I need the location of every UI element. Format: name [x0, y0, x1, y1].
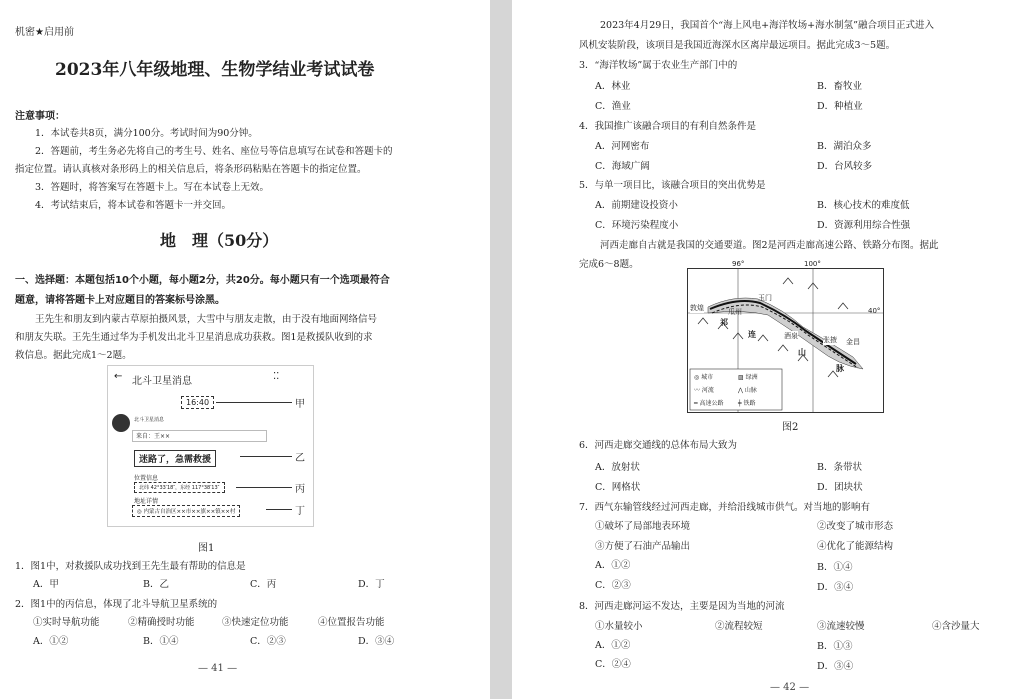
page-number-right: — 42 —	[770, 682, 810, 693]
q2-option-b: B．①④	[143, 636, 179, 647]
q1-option-b: B．乙	[143, 579, 169, 590]
mtn-label-1: 祁	[720, 318, 728, 327]
q7-option-b: B．①④	[817, 562, 853, 573]
pos-label: 位置信息	[134, 475, 159, 482]
city-guazhou: 瓜州	[728, 308, 742, 316]
message-text: 迷路了，急需救援	[134, 450, 216, 467]
legend-city: ◎ 城市	[694, 374, 714, 381]
leader-ding	[266, 509, 292, 510]
phone-time: 16:40	[181, 396, 214, 409]
part1-line1: 一、选择题：本题包括10个小题，每小题2分，共20分。每小题只有一个选项最符合	[15, 275, 390, 286]
q5-option-d: D．资源利用综合性强	[817, 220, 911, 231]
q6-option-b: B．条带状	[817, 462, 862, 473]
q4-option-a: A．河网密布	[595, 141, 650, 152]
back-arrow-icon: ←	[114, 371, 123, 382]
q8-item-2: ②流程较短	[715, 621, 763, 632]
q2-item-2: ②精确授时功能	[128, 617, 195, 628]
q3-option-a: A．林业	[595, 81, 631, 92]
city-dunhuang: 敦煌	[690, 304, 704, 312]
city-jiuquan: 酒泉	[784, 332, 798, 340]
q4-option-c: C．海域广阔	[595, 161, 650, 172]
lon-96-label: 96°	[732, 260, 745, 268]
q4-stem: 4．我国推广该融合项目的有利自然条件是	[579, 121, 757, 132]
secret-label: 机密★启用前	[15, 27, 74, 38]
notice-1: 1．本试卷共8页，满分100分。考试时间为90分钟。	[35, 128, 258, 139]
avatar	[112, 414, 130, 432]
page-left	[0, 0, 490, 699]
notice-2b: 指定位置。请认真核对条形码上的相关信息后，将条形码粘贴在答题卡的指定位置。	[15, 164, 367, 175]
mtn-label-2: 连	[748, 330, 756, 339]
notice-2: 2．答题前，考生务必先将自己的考生号、姓名、座位号等信息填写在试卷和答题卡的	[35, 146, 393, 157]
leader-jia	[216, 402, 292, 403]
intro-hexi-1: 河西走廊自古就是我国的交通要道。图2是河西走廊高速公路、铁路分布图。据此	[600, 240, 939, 251]
q2-option-c: C．②③	[250, 636, 286, 647]
q8-option-c: C．②④	[595, 659, 631, 670]
q2-item-1: ①实时导航功能	[33, 617, 100, 628]
q5-stem: 5．与单一项目比，该融合项目的突出优势是	[579, 180, 766, 191]
q8-item-4: ④含沙量大	[932, 621, 980, 632]
q7-item-1: ①破坏了局部地表环境	[595, 521, 691, 532]
legend-railway: ┿ 铁路	[738, 400, 756, 407]
more-icon: ⁚⁚	[273, 371, 280, 382]
city-yumen: 玉门	[758, 294, 772, 302]
leader-bing	[236, 487, 292, 488]
from-field: 来自：王××	[132, 430, 267, 442]
q7-option-a: A．①②	[595, 560, 631, 571]
page-gap	[490, 0, 512, 699]
q6-option-c: C．网格状	[595, 482, 641, 493]
q2-item-4: ④位置报告功能	[318, 617, 385, 628]
mark-jia: 甲	[295, 399, 305, 410]
q1-option-a: A．甲	[33, 579, 59, 590]
q8-item-1: ①水量较小	[595, 621, 643, 632]
q5-option-b: B．核心技术的难度低	[817, 200, 910, 211]
q8-option-b: B．①③	[817, 641, 853, 652]
q6-option-a: A．放射状	[595, 462, 640, 473]
figure-1-caption: 图1	[198, 543, 215, 554]
intro-line3: 救信息。据此完成1～2题。	[15, 350, 132, 361]
addr-label: 地址详情	[134, 498, 159, 505]
page-number-left: — 41 —	[198, 663, 238, 674]
q6-option-d: D．团块状	[817, 482, 863, 493]
q7-option-d: D．③④	[817, 582, 854, 593]
q1-option-d: D．丁	[358, 579, 385, 590]
intro-line1: 王先生和朋友到内蒙古草原拍摄风景，大雪中与朋友走散，由于没有地面网络信号	[35, 314, 378, 325]
q7-item-2: ②改变了城市形态	[817, 521, 894, 532]
mark-bing: 丙	[295, 484, 305, 495]
mtn-label-4: 脉	[836, 364, 844, 373]
figure-2-caption: 图2	[782, 422, 799, 433]
q6-stem: 6．河西走廊交通线的总体布局大致为	[579, 440, 738, 451]
q7-item-4: ④优化了能源结构	[817, 541, 894, 552]
pos-text: 北纬 42°33′18″，东经 117°38′13″	[134, 482, 225, 493]
lat-40-label: 40°	[868, 307, 881, 315]
q5-option-c: C．环境污染程度小	[595, 220, 679, 231]
notice-4: 4．考试结束后，将本试卷和答题卡一并交回。	[35, 200, 232, 211]
city-zhangye: 张掖	[823, 336, 837, 344]
q8-option-a: A．①②	[595, 640, 631, 651]
q2-option-a: A．①②	[33, 636, 69, 647]
mtn-label-3: 山	[798, 348, 806, 357]
q4-option-d: D．台风较多	[817, 161, 873, 172]
exam-title: 2023年八年级地理、生物学结业考试试卷	[55, 60, 375, 80]
legend-river: 〰 河流	[694, 387, 714, 394]
phone-header: 北斗卫星消息	[132, 376, 192, 387]
legend-highway: ━ 高速公路	[694, 400, 724, 407]
addr-text: ◎ 内蒙古自治区××市××旗××镇××村	[132, 505, 240, 517]
q2-option-d: D．③④	[358, 636, 395, 647]
intro-wind-2: 风机安装阶段，该项目是我国近海深水区离岸最远项目。据此完成3～5题。	[579, 40, 896, 51]
leader-yi	[240, 456, 292, 457]
q4-option-b: B．湖泊众多	[817, 141, 872, 152]
legend-mountain: ⋀ 山脉	[738, 387, 757, 394]
intro-line2: 和朋友失联。王先生通过华为手机发出北斗卫星消息成功获救。图1是救援队收到的求	[15, 332, 373, 343]
q3-option-b: B．畜牧业	[817, 81, 862, 92]
q8-stem: 8．河西走廊河运不发达，主要是因为当地的河流	[579, 601, 785, 612]
figure-2-map	[687, 260, 884, 413]
q8-item-3: ③流速较慢	[817, 621, 865, 632]
q3-option-d: D．种植业	[817, 101, 863, 112]
notice-title: 注意事项：	[15, 111, 65, 122]
city-jinchang: 金昌	[846, 338, 860, 346]
legend-oasis: ▨ 绿洲	[738, 374, 758, 381]
mark-yi: 乙	[295, 453, 305, 464]
lon-100-label: 100°	[804, 260, 821, 268]
q7-stem: 7．西气东输管线经过河西走廊，并给沿线城市供气。对当地的影响有	[579, 502, 871, 513]
q7-item-3: ③方便了石油产品输出	[595, 541, 691, 552]
q8-option-d: D．③④	[817, 661, 854, 672]
q3-stem: 3．“海洋牧场”属于农业生产部门中的	[579, 60, 738, 71]
intro-hexi-2: 完成6～8题。	[579, 259, 639, 270]
q1-stem: 1．图1中，对救援队成功找到王先生最有帮助的信息是	[15, 561, 246, 572]
q1-option-c: C．丙	[250, 579, 277, 590]
part1-line2: 题意，请将答题卡上对应题目的答案标号涂黑。	[15, 295, 225, 306]
figure-1-phone	[107, 365, 314, 527]
mark-ding: 丁	[295, 506, 305, 517]
q2-stem: 2．图1中的丙信息，体现了北斗导航卫星系统的	[15, 599, 218, 610]
q3-option-c: C．渔业	[595, 101, 631, 112]
notice-3: 3．答题时，将答案写在答题卡上。写在本试卷上无效。	[35, 182, 270, 193]
intro-wind-1: 2023年4月29日，我国首个“海上风电+海洋牧场+海水制氢”融合项目正式进入	[600, 20, 934, 31]
q7-option-c: C．②③	[595, 580, 631, 591]
sender-label: 北斗卫星消息	[134, 417, 165, 423]
section-title: 地 理（50分）	[160, 231, 279, 250]
q5-option-a: A．前期建设投资小	[595, 200, 678, 211]
q2-item-3: ③快速定位功能	[222, 617, 289, 628]
